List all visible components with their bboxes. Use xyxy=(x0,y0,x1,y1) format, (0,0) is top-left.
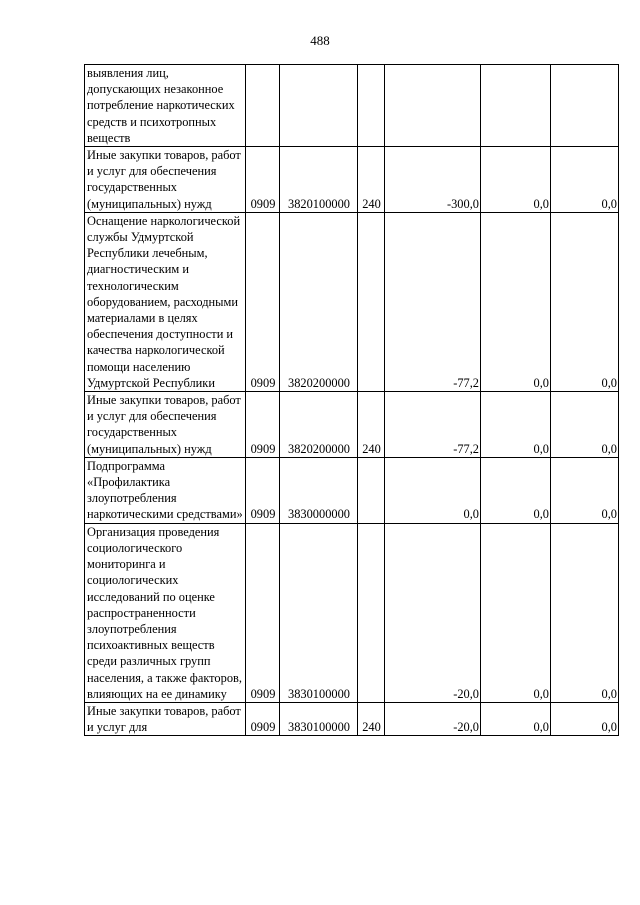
row-value-2: 0,0 xyxy=(481,523,551,702)
row-section: 0909 xyxy=(246,147,280,213)
row-type xyxy=(358,212,385,391)
page-number: 488 xyxy=(310,33,330,48)
row-value-3: 0,0 xyxy=(551,147,619,213)
row-value-1: -20,0 xyxy=(385,702,481,735)
row-section: 0909 xyxy=(246,523,280,702)
row-value-2: 0,0 xyxy=(481,147,551,213)
row-value-1: -300,0 xyxy=(385,147,481,213)
row-type: 240 xyxy=(358,392,385,458)
row-value-3: 0,0 xyxy=(551,523,619,702)
row-value-3: 0,0 xyxy=(551,392,619,458)
table-row xyxy=(85,457,619,523)
row-value-2: 0,0 xyxy=(481,457,551,523)
row-code: 3820200000 xyxy=(280,392,358,458)
table-row xyxy=(85,523,619,702)
row-type: 240 xyxy=(358,702,385,735)
row-name: Организация проведения социологического мониторинга и социологических исследований по оценке распространенности злоупотребления психоактивных веществ среди различных групп населения, а также факторов, влияющих на ее динамику xyxy=(85,523,246,702)
row-value-2 xyxy=(481,65,551,147)
row-value-3: 0,0 xyxy=(551,212,619,391)
row-value-1: -77,2 xyxy=(385,392,481,458)
row-code: 3830100000 xyxy=(280,702,358,735)
row-type: 240 xyxy=(358,147,385,213)
row-value-2: 0,0 xyxy=(481,702,551,735)
row-code: 3830000000 xyxy=(280,457,358,523)
table-row xyxy=(85,702,619,735)
row-value-3: 0,0 xyxy=(551,457,619,523)
row-value-1: 0,0 xyxy=(385,457,481,523)
row-code xyxy=(280,65,358,147)
row-value-2: 0,0 xyxy=(481,392,551,458)
row-value-3: 0,0 xyxy=(551,702,619,735)
table-row xyxy=(85,392,619,458)
budget-table xyxy=(84,64,619,736)
row-type xyxy=(358,65,385,147)
row-code: 3820100000 xyxy=(280,147,358,213)
row-name: выявления лиц, допускающих незаконное потребление наркотических средств и психотропных веществ xyxy=(85,65,246,147)
row-type xyxy=(358,457,385,523)
row-type xyxy=(358,523,385,702)
row-section: 0909 xyxy=(246,457,280,523)
row-code: 3820200000 xyxy=(280,212,358,391)
row-code: 3830100000 xyxy=(280,523,358,702)
row-value-3 xyxy=(551,65,619,147)
table-row xyxy=(85,65,619,147)
table-row xyxy=(85,212,619,391)
row-section: 0909 xyxy=(246,702,280,735)
table-row xyxy=(85,147,619,213)
row-value-1: -20,0 xyxy=(385,523,481,702)
row-value-2: 0,0 xyxy=(481,212,551,391)
row-name: Иные закупки товаров, работ и услуг для обеспечения государственных (муниципальных) нужд xyxy=(85,392,246,458)
row-name: Иные закупки товаров, работ и услуг для обеспечения государственных (муниципальных) нужд xyxy=(85,147,246,213)
row-value-1 xyxy=(385,65,481,147)
row-name: Оснащение наркологической службы Удмуртской Республики лечебным, диагностическим и технологическим оборудованием, расходными материалами в целях обеспечения доступности и качества наркологической помощи населению Удмуртской Республики xyxy=(85,212,246,391)
row-section xyxy=(246,65,280,147)
row-section: 0909 xyxy=(246,392,280,458)
row-name: Подпрограмма «Профилактика злоупотребления наркотическими средствами» xyxy=(85,457,246,523)
row-section: 0909 xyxy=(246,212,280,391)
row-value-1: -77,2 xyxy=(385,212,481,391)
row-name: Иные закупки товаров, работ и услуг для xyxy=(85,702,246,735)
